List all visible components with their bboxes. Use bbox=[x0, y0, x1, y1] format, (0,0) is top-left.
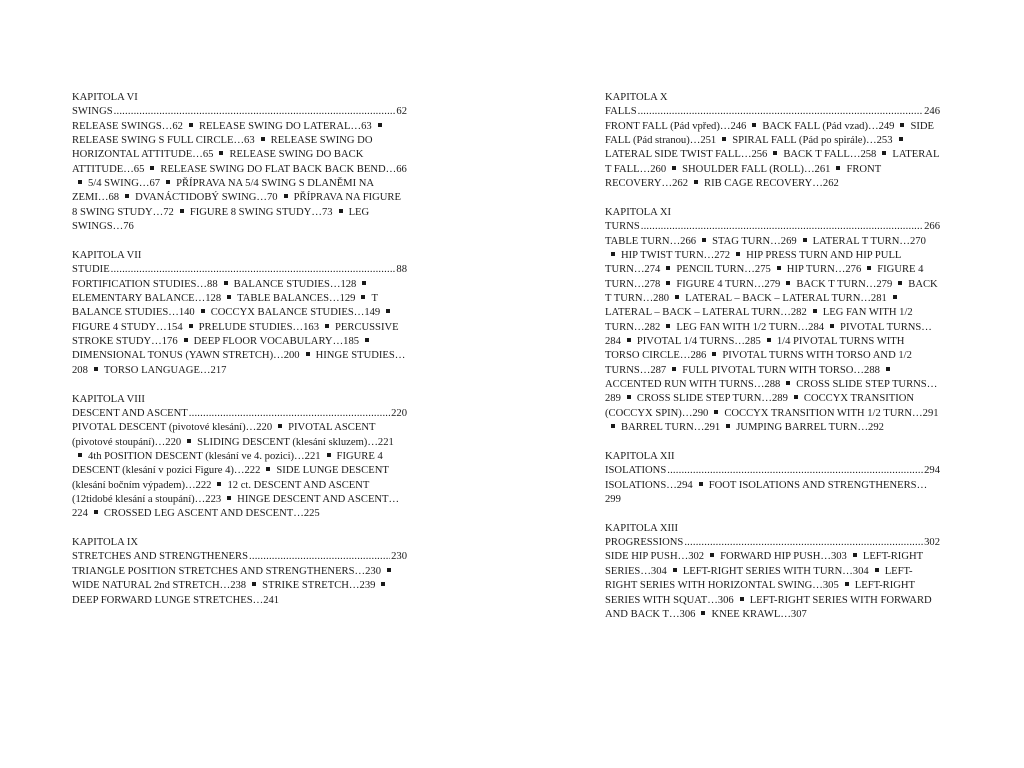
toc-entry: COCCYX TRANSITION WITH 1/2 TURN…291 bbox=[724, 407, 939, 419]
chapter-page-number: 62 bbox=[396, 106, 407, 118]
bullet-separator-icon bbox=[125, 194, 129, 198]
chapter-heading-line bbox=[605, 536, 940, 550]
chapter-heading: TURNS bbox=[605, 221, 640, 233]
chapter-section bbox=[605, 522, 940, 622]
chapter-heading-line bbox=[72, 407, 407, 421]
toc-entry: BALANCE STUDIES…128 bbox=[233, 278, 357, 290]
bullet-separator-icon bbox=[278, 424, 282, 428]
toc-entry: FIGURE 8 SWING STUDY…73 bbox=[189, 206, 333, 218]
chapter-entries bbox=[605, 479, 940, 508]
chapter-entries bbox=[72, 278, 407, 378]
toc-entry: BACK T FALL…258 bbox=[783, 149, 877, 161]
chapter-entries bbox=[605, 550, 940, 622]
chapter-page-number: 302 bbox=[924, 537, 940, 549]
bullet-separator-icon bbox=[845, 582, 849, 586]
bullet-separator-icon bbox=[78, 453, 82, 457]
bullet-separator-icon bbox=[627, 395, 631, 399]
bullet-separator-icon bbox=[712, 352, 716, 356]
bullet-separator-icon bbox=[365, 338, 369, 342]
toc-entry: LATERAL – BACK – LATERAL TURN…281 bbox=[685, 292, 887, 304]
bullet-separator-icon bbox=[187, 439, 191, 443]
bullet-separator-icon bbox=[150, 166, 154, 170]
chapter-heading-line bbox=[605, 464, 940, 478]
toc-entry: LATERAL – BACK – LATERAL TURN…282 bbox=[605, 307, 807, 319]
toc-entry: LEFT-RIGHT SERIES…304 bbox=[605, 551, 923, 577]
toc-entry: HINGE DESCENT AND ASCENT…224 bbox=[72, 493, 400, 520]
toc-entry: 1/4 PIVOTAL TURNS WITH TORSO CIRCLE…286 bbox=[605, 336, 905, 362]
left-page-column bbox=[72, 91, 407, 622]
bullet-separator-icon bbox=[886, 367, 890, 371]
toc-entry: SPIRAL FALL (Pád po spirále)…253 bbox=[732, 135, 893, 147]
toc-entry: COCCYX TRANSITION (COCCYX SPIN)…290 bbox=[605, 393, 915, 419]
chapter-heading: ISOLATIONS bbox=[605, 465, 667, 477]
toc-entry: DEEP FORWARD LUNGE STRETCHES…241 bbox=[72, 594, 280, 606]
bullet-separator-icon bbox=[217, 482, 221, 486]
chapter-section bbox=[72, 393, 407, 522]
toc-entry: PŘÍPRAVA NA FIGURE 8 SWING STUDY…72 bbox=[72, 192, 401, 218]
toc-entry: FOOT ISOLATIONS AND STRENGTHENERS…299 bbox=[605, 479, 928, 505]
bullet-separator-icon bbox=[361, 295, 365, 299]
dot-leader bbox=[638, 105, 924, 119]
toc-entry: LEFT-RIGHT SERIES WITH FORWARD AND BACK T…306 bbox=[605, 594, 932, 620]
chapter-heading: PROGRESSIONS bbox=[605, 537, 684, 549]
toc-entry: HIP PRESS TURN AND HIP PULL TURN…274 bbox=[605, 249, 902, 276]
toc-entry: RELEASE SWING S FULL CIRCLE…63 bbox=[72, 135, 255, 147]
bullet-separator-icon bbox=[786, 281, 790, 285]
bullet-separator-icon bbox=[666, 266, 670, 270]
toc-entry: JUMPING BARREL TURN…292 bbox=[736, 422, 884, 434]
toc-entry: LATERAL SIDE TWIST FALL…256 bbox=[605, 149, 768, 161]
bullet-separator-icon bbox=[189, 123, 193, 127]
toc-entry: BARREL TURN…291 bbox=[621, 422, 721, 434]
bullet-separator-icon bbox=[702, 238, 706, 242]
bullet-separator-icon bbox=[813, 309, 817, 313]
bullet-separator-icon bbox=[189, 324, 193, 328]
bullet-separator-icon bbox=[611, 424, 615, 428]
bullet-separator-icon bbox=[893, 295, 897, 299]
chapter-entries bbox=[72, 421, 407, 521]
bullet-separator-icon bbox=[184, 338, 188, 342]
toc-entry: LEFT-RIGHT SERIES WITH SQUAT…306 bbox=[605, 580, 915, 606]
bullet-separator-icon bbox=[362, 281, 366, 285]
toc-entry: LEG FAN WITH 1/2 TURN…284 bbox=[676, 321, 825, 333]
bullet-separator-icon bbox=[726, 424, 730, 428]
toc-entry: BACK T TURN…279 bbox=[796, 278, 893, 290]
chapter-entries bbox=[605, 120, 940, 192]
bullet-separator-icon bbox=[261, 137, 265, 141]
toc-entry: RIB CAGE RECOVERY…262 bbox=[704, 178, 839, 190]
toc-entry: KNEE KRAWL…307 bbox=[711, 608, 807, 620]
toc-entry: TORSO LANGUAGE…217 bbox=[103, 364, 227, 376]
bullet-separator-icon bbox=[627, 338, 631, 342]
toc-entry: PIVOTAL 1/4 TURNS…285 bbox=[636, 336, 761, 347]
bullet-separator-icon bbox=[736, 252, 740, 256]
toc-entry: STAG TURN…269 bbox=[712, 235, 797, 247]
toc-entry: CROSS SLIDE STEP TURNS…289 bbox=[605, 379, 938, 405]
chapter-entries bbox=[605, 235, 940, 436]
bullet-separator-icon bbox=[777, 266, 781, 270]
dot-leader bbox=[667, 464, 923, 478]
dot-leader bbox=[641, 220, 923, 234]
bullet-separator-icon bbox=[773, 151, 777, 155]
bullet-separator-icon bbox=[672, 166, 676, 170]
toc-entry: RELEASE SWING DO FLAT BACK BACK BEND…66 bbox=[160, 163, 407, 175]
chapter-page-number: 266 bbox=[924, 221, 940, 233]
dot-leader bbox=[111, 263, 396, 277]
toc-entry: SHOULDER FALL (ROLL)…261 bbox=[682, 163, 831, 175]
toc-entry: FIGURE 4 STUDY…154 bbox=[72, 321, 183, 333]
toc-entry: TABLE BALANCES…129 bbox=[237, 292, 356, 304]
bullet-separator-icon bbox=[325, 324, 329, 328]
chapter-heading-line bbox=[605, 105, 940, 119]
chapter-page-number: 220 bbox=[391, 407, 407, 419]
toc-entry: ACCENTED RUN WITH TURNS…288 bbox=[605, 379, 781, 391]
toc-entry: FRONT RECOVERY…262 bbox=[605, 163, 881, 190]
bullet-separator-icon bbox=[672, 367, 676, 371]
toc-entry: FULL PIVOTAL TURN WITH TORSO…288 bbox=[682, 364, 880, 376]
toc-entry: BACK FALL (Pád vzad)…249 bbox=[762, 120, 895, 132]
toc-entry: PŘÍPRAVA NA 5/4 SWING S DLANĚMI NA ZEMI…68 bbox=[72, 178, 374, 204]
chapter-page-number: 246 bbox=[924, 106, 940, 118]
bullet-separator-icon bbox=[284, 194, 288, 198]
toc-entry: LEG SWINGS…76 bbox=[72, 206, 370, 233]
toc-entry: CROSSED LEG ASCENT AND DESCENT…225 bbox=[103, 508, 320, 520]
toc-entry: RELEASE SWING DO LATERAL…63 bbox=[198, 120, 372, 132]
toc-entry: T BALANCE STUDIES…140 bbox=[72, 292, 378, 319]
bullet-separator-icon bbox=[180, 209, 184, 213]
bullet-separator-icon bbox=[740, 597, 744, 601]
toc-entry: LEFT-RIGHT SERIES WITH TURN…304 bbox=[682, 565, 869, 577]
bullet-separator-icon bbox=[201, 309, 205, 313]
bullet-separator-icon bbox=[699, 482, 703, 486]
bullet-separator-icon bbox=[306, 352, 310, 356]
dot-leader bbox=[684, 536, 923, 550]
bullet-separator-icon bbox=[710, 553, 714, 557]
chapter-title: KAPITOLA XIII bbox=[605, 522, 679, 534]
chapter-heading: STRETCHES AND STRENGTHENERS bbox=[72, 551, 248, 563]
bullet-separator-icon bbox=[786, 381, 790, 385]
bullet-separator-icon bbox=[752, 123, 756, 127]
toc-entry: 5/4 SWING…67 bbox=[88, 178, 161, 190]
toc-entry: SLIDING DESCENT (klesání skluzem)…221 bbox=[197, 436, 394, 448]
bullet-separator-icon bbox=[794, 395, 798, 399]
chapter-section bbox=[605, 91, 940, 191]
toc-entry: TABLE TURN…266 bbox=[605, 235, 697, 247]
chapter-section bbox=[72, 249, 407, 378]
bullet-separator-icon bbox=[722, 137, 726, 141]
bullet-separator-icon bbox=[673, 568, 677, 572]
chapter-title: KAPITOLA VIII bbox=[72, 393, 145, 405]
chapter-page-number: 230 bbox=[391, 551, 407, 563]
bullet-separator-icon bbox=[714, 410, 718, 414]
toc-entry: PIVOTAL ASCENT (pivotové stoupání)…220 bbox=[72, 422, 376, 448]
bullet-separator-icon bbox=[875, 568, 879, 572]
bullet-separator-icon bbox=[227, 295, 231, 299]
bullet-separator-icon bbox=[381, 582, 385, 586]
toc-entry: PIVOTAL DESCENT (pivotové klesání)…220 bbox=[72, 422, 273, 434]
toc-entry: HIP TWIST TURN…272 bbox=[621, 249, 731, 261]
bullet-separator-icon bbox=[853, 553, 857, 557]
bullet-separator-icon bbox=[666, 281, 670, 285]
toc-entry: LATERAL T FALL…260 bbox=[605, 149, 940, 175]
toc-entry: FORWARD HIP PUSH…303 bbox=[720, 551, 847, 563]
toc-entry: RELEASE SWING DO BACK ATTITUDE…65 bbox=[72, 149, 364, 175]
bullet-separator-icon bbox=[386, 309, 390, 313]
toc-entry: ISOLATIONS…294 bbox=[605, 479, 693, 491]
bullet-separator-icon bbox=[266, 467, 270, 471]
dot-leader bbox=[249, 550, 390, 564]
chapter-heading-line bbox=[72, 105, 407, 119]
chapter-title: KAPITOLA XI bbox=[605, 206, 672, 218]
toc-entry: LEFT-RIGHT SERIES WITH HORIZONTAL SWING…305 bbox=[605, 565, 913, 592]
bullet-separator-icon bbox=[224, 281, 228, 285]
toc-entry: SIDE HIP PUSH…302 bbox=[605, 551, 705, 563]
chapter-entries bbox=[72, 565, 407, 608]
toc-entry: ELEMENTARY BALANCE…128 bbox=[72, 292, 222, 304]
chapter-title: KAPITOLA XII bbox=[605, 450, 675, 462]
right-page-column bbox=[605, 91, 940, 637]
toc-entry: PIVOTAL TURNS…284 bbox=[605, 321, 932, 347]
toc-entry: RELEASE SWING DO HORIZONTAL ATTITUDE…65 bbox=[72, 135, 373, 161]
bullet-separator-icon bbox=[166, 180, 170, 184]
chapter-title: KAPITOLA VII bbox=[72, 249, 142, 261]
chapter-title: KAPITOLA X bbox=[605, 92, 668, 103]
toc-entry: FIGURE 4 TURN…279 bbox=[676, 278, 781, 290]
bullet-separator-icon bbox=[675, 295, 679, 299]
bullet-separator-icon bbox=[666, 324, 670, 328]
toc-entry: LEG FAN WITH 1/2 TURN…282 bbox=[605, 307, 913, 333]
bullet-separator-icon bbox=[378, 123, 382, 127]
bullet-separator-icon bbox=[767, 338, 771, 342]
bullet-separator-icon bbox=[882, 151, 886, 155]
chapter-page-number: 294 bbox=[924, 465, 940, 477]
bullet-separator-icon bbox=[694, 180, 698, 184]
toc-entry: PIVOTAL TURNS WITH TORSO AND 1/2 TURNS…287 bbox=[605, 350, 912, 376]
toc-entry: COCCYX BALANCE STUDIES…149 bbox=[210, 307, 381, 319]
toc-entry: WIDE NATURAL 2nd STRETCH…238 bbox=[72, 580, 247, 592]
chapter-heading: STUDIE bbox=[72, 264, 110, 276]
bullet-separator-icon bbox=[219, 151, 223, 155]
bullet-separator-icon bbox=[867, 266, 871, 270]
toc-entry: FRONT FALL (Pád vpřed)…246 bbox=[605, 120, 747, 132]
chapter-section bbox=[605, 450, 940, 507]
toc-entry: FIGURE 4 TURN…278 bbox=[605, 264, 924, 290]
chapter-heading: FALLS bbox=[605, 106, 637, 118]
bullet-separator-icon bbox=[94, 367, 98, 371]
bullet-separator-icon bbox=[701, 611, 705, 615]
chapter-section bbox=[72, 536, 407, 608]
bullet-separator-icon bbox=[252, 582, 256, 586]
bullet-separator-icon bbox=[327, 453, 331, 457]
bullet-separator-icon bbox=[78, 180, 82, 184]
toc-entry: PERCUSSIVE STROKE STUDY…176 bbox=[72, 321, 399, 347]
chapter-section bbox=[72, 91, 407, 234]
chapter-page-number: 88 bbox=[396, 264, 407, 276]
toc-entry: 12 ct. DESCENT AND ASCENT (12tidobé klesání a stoupání)…223 bbox=[72, 479, 370, 505]
toc-entry: HIP TURN…276 bbox=[786, 264, 862, 276]
chapter-entries bbox=[72, 120, 407, 235]
toc-entry: PRELUDE STUDIES…163 bbox=[198, 321, 320, 333]
toc-entry: TRIANGLE POSITION STRETCHES AND STRENGTHENERS…230 bbox=[72, 565, 381, 577]
chapter-heading: DESCENT AND ASCENT bbox=[72, 407, 188, 419]
bullet-separator-icon bbox=[387, 568, 391, 572]
chapter-heading: SWINGS bbox=[72, 106, 113, 118]
toc-entry: RELEASE SWINGS…62 bbox=[72, 120, 183, 132]
bullet-separator-icon bbox=[611, 252, 615, 256]
toc-entry: SIDE FALL (Pád stranou)…251 bbox=[605, 120, 935, 147]
toc-entry: FORTIFICATION STUDIES…88 bbox=[72, 278, 218, 290]
dot-leader bbox=[114, 105, 396, 119]
toc-entry: FIGURE 4 DESCENT (klesání v pozici Figure 4)…222 bbox=[72, 450, 383, 477]
toc-entry: SIDE LUNGE DESCENT (klesání bočním výpadem)…222 bbox=[72, 465, 389, 491]
bullet-separator-icon bbox=[836, 166, 840, 170]
toc-entry: HINGE STUDIES…208 bbox=[72, 350, 406, 376]
toc-entry: 4th POSITION DESCENT (klesání ve 4. pozici)…221 bbox=[88, 450, 321, 462]
toc-entry: DIMENSIONAL TONUS (YAWN STRETCH)…200 bbox=[72, 350, 300, 362]
bullet-separator-icon bbox=[94, 510, 98, 514]
bullet-separator-icon bbox=[830, 324, 834, 328]
toc-entry: CROSS SLIDE STEP TURN…289 bbox=[636, 393, 788, 405]
bullet-separator-icon bbox=[899, 137, 903, 141]
toc-entry: LATERAL T TURN…270 bbox=[812, 235, 926, 247]
bullet-separator-icon bbox=[898, 281, 902, 285]
chapter-title: KAPITOLA VI bbox=[72, 92, 138, 103]
chapter-heading-line bbox=[72, 263, 407, 277]
chapter-section bbox=[605, 206, 940, 436]
bullet-separator-icon bbox=[227, 496, 231, 500]
chapter-title: KAPITOLA IX bbox=[72, 537, 139, 549]
bullet-separator-icon bbox=[803, 238, 807, 242]
toc-entry: BACK T TURN…280 bbox=[605, 278, 938, 304]
toc-entry: DVANÁCTIDOBÝ SWING…70 bbox=[135, 192, 278, 204]
dot-leader bbox=[189, 407, 390, 421]
toc-entry: DEEP FLOOR VOCABULARY…185 bbox=[193, 336, 360, 347]
chapter-heading-line bbox=[605, 220, 940, 234]
bullet-separator-icon bbox=[900, 123, 904, 127]
chapter-heading-line bbox=[72, 550, 407, 564]
toc-entry: PENCIL TURN…275 bbox=[676, 264, 771, 276]
toc-entry: STRIKE STRETCH…239 bbox=[262, 580, 376, 592]
bullet-separator-icon bbox=[339, 209, 343, 213]
